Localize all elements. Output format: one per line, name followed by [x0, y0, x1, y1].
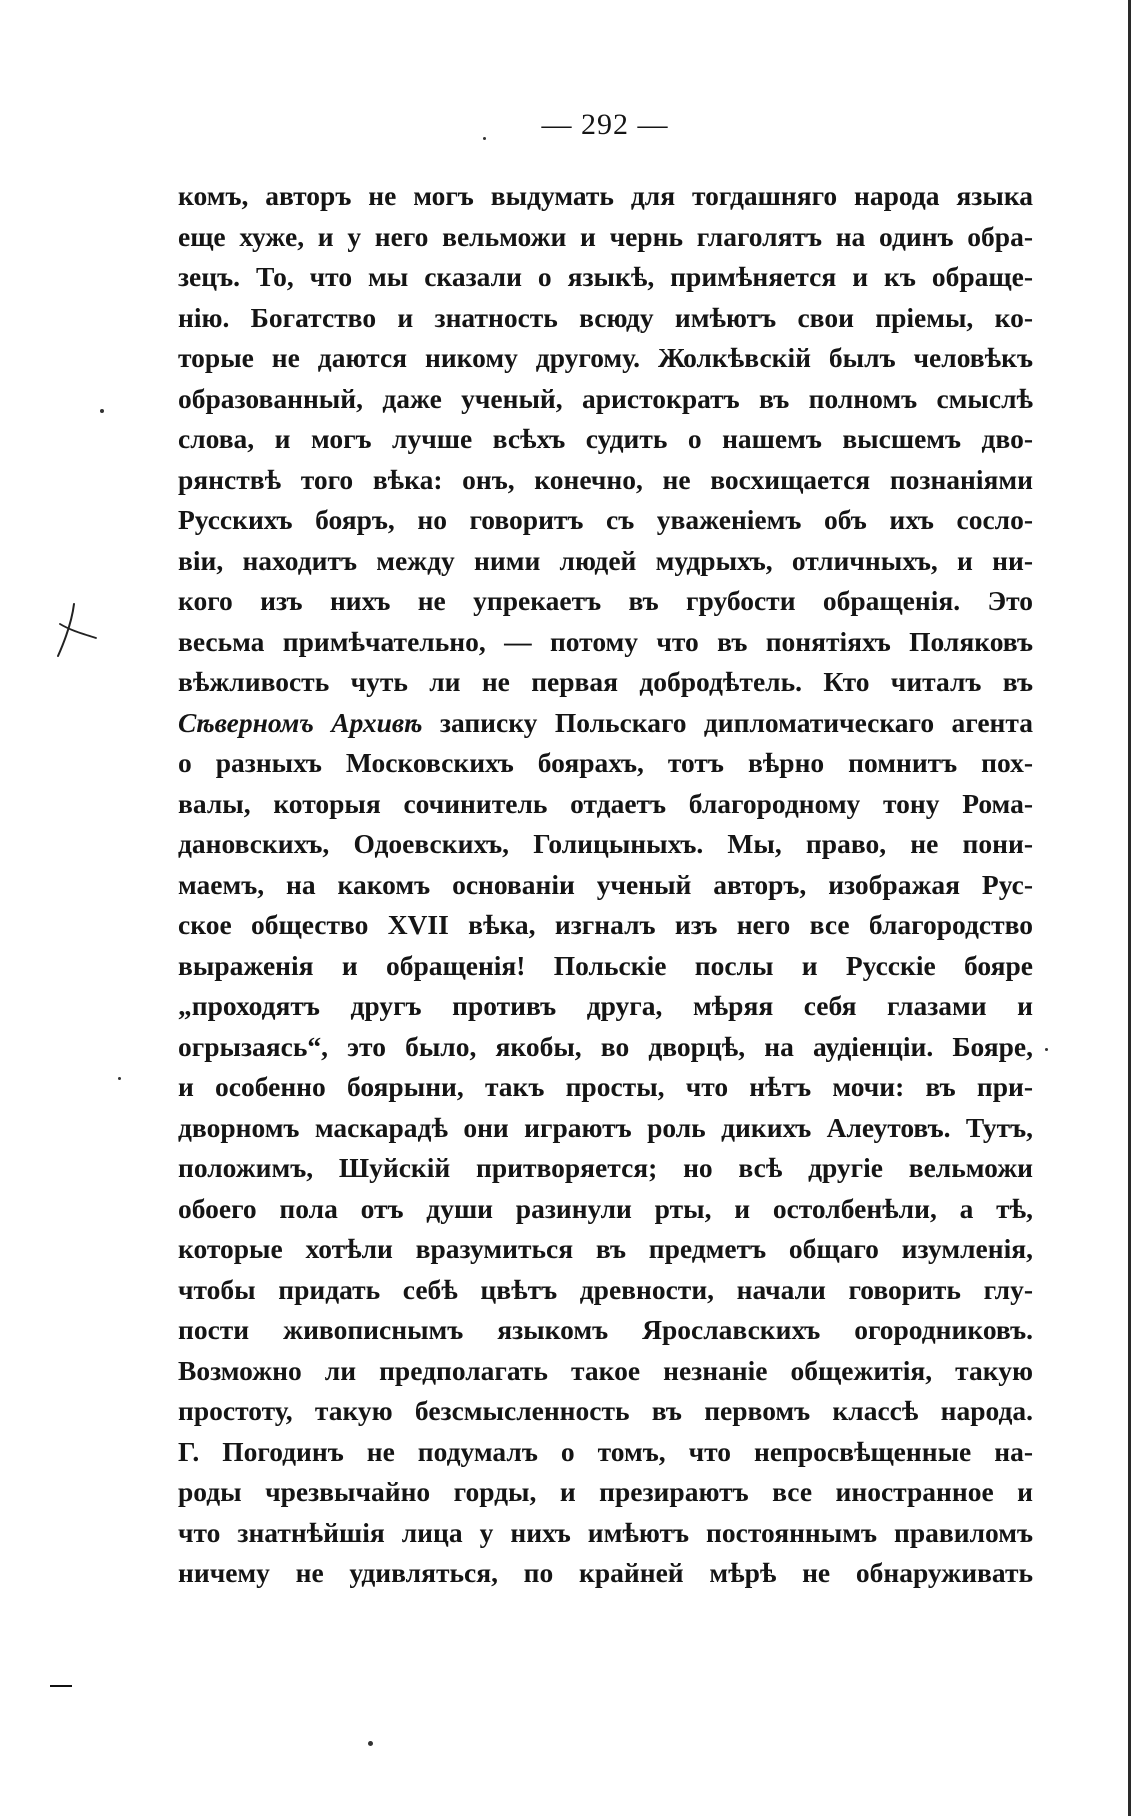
scan-speck [100, 409, 104, 413]
text-line-27: которые хотѣли вразумиться въ предметъ общаго изумленiя, [178, 1233, 1033, 1264]
text-line-14-rest: записку Польскаго дипломатическаго агента [439, 706, 1033, 738]
text-line-28: чтобы придать себѣ цвѣтъ древности, начали говорить глу- [178, 1273, 1033, 1305]
text-line-10: вiи, находитъ между ними людей мудрыхъ, отличныхъ, и ни- [178, 544, 1033, 576]
text-line-29: пости живописнымъ языкомъ Ярославскихъ огородниковъ. [178, 1314, 1033, 1345]
text-line-30: Возможно ли предполагать такое незнанiе общежитiя, такую [178, 1354, 1033, 1386]
text-line-32: Г. Погодинъ не подумалъ о томъ, что непросвѣщенные на- [178, 1435, 1033, 1467]
text-line-3: зецъ. То, что мы сказали о языкѣ, примѣняется и къ обраще- [178, 261, 1033, 292]
text-line-22: огрызаясь“, это было, якобы, во дворцѣ, на аудiенцiи. Бояре, [178, 1030, 1033, 1062]
text-line-13: вѣжливость чуть ли не первая добродѣтель. Кто читалъ въ [178, 666, 1033, 697]
text-line-15: о разныхъ Московскихъ боярахъ, тотъ вѣрно помнитъ пох- [178, 747, 1033, 778]
text-line-1: комъ, авторъ не могъ выдумать для тогдашняго народа языка [178, 180, 1033, 211]
text-line-4: нiю. Богатство и знатность всюду имѣютъ свои прiемы, ко- [178, 301, 1033, 333]
text-line-26: обоего пола отъ души разинули рты, и остолбенѣли, а тѣ, [178, 1192, 1033, 1224]
text-line-31: простоту, такую безсмысленность въ первомъ классѣ народа. [178, 1395, 1033, 1426]
text-line-23: и особенно боярыни, такъ просты, что нѣтъ мочи: въ при- [178, 1071, 1033, 1102]
text-line-18: маемъ, на какомъ основанiи ученый авторъ, изображая Рус- [178, 868, 1033, 900]
text-line-16: валы, которыя сочинитель отдаетъ благородному тону Рома- [178, 787, 1033, 819]
text-line-34: что знатнѣйшiя лица у нихъ имѣютъ постояннымъ правиломъ [178, 1516, 1033, 1548]
text-line-8: рянствѣ того вѣка: онъ, конечно, не восхищается познанiями [178, 463, 1033, 495]
text-line-20: выраженiя и обращенiя! Польскiе послы и Русскiе бояре [178, 949, 1033, 981]
page-number: — 292 — [541, 108, 669, 141]
scan-speck [118, 1077, 121, 1080]
text-line-17: дановскихъ, Одоевскихъ, Голицыныхъ. Мы, право, не пони- [178, 828, 1033, 859]
text-line-33: роды чрезвычайно горды, и презираютъ все иностранное и [178, 1476, 1033, 1507]
text-line-21: „проходятъ другъ противъ друга, мѣряя себя глазами и [178, 990, 1033, 1021]
cross-mark-icon [52, 600, 102, 660]
margin-dash [50, 1685, 72, 1687]
text-line-9: Русскихъ бояръ, но говоритъ съ уваженiемъ объ ихъ сосло- [178, 504, 1033, 535]
italic-title: Сѣверномъ Архивѣ [178, 706, 423, 738]
text-line-35: ничему не удивляться, по крайней мѣрѣ не обнаруживать [178, 1557, 1033, 1588]
text-line-14 [178, 703, 1033, 744]
text-line-11: кого изъ нихъ не упрекаетъ въ грубости обращенiя. Это [178, 585, 1033, 616]
scan-speck [483, 137, 486, 140]
text-line-6: образованный, даже ученый, аристократъ въ полномъ смыслѣ [178, 382, 1033, 414]
body-text [178, 176, 1033, 1594]
page-edge-line [1128, 0, 1131, 1816]
scan-speck [368, 1741, 373, 1746]
scan-speck [1045, 1048, 1048, 1051]
text-line-5: торые не даются никому другому. Жолкѣвскiй былъ человѣкъ [178, 342, 1033, 373]
text-line-7: слова, и могъ лучше всѣхъ судить о нашемъ высшемъ дво- [178, 423, 1033, 454]
text-line-12: весьма примѣчательно, — потому что въ понятiяхъ Поляковъ [178, 625, 1033, 657]
text-line-24: дворномъ маскарадѣ они играютъ роль дикихъ Алеутовъ. Тутъ, [178, 1111, 1033, 1143]
text-line-2: еще хуже, и у него вельможи и чернь глаголятъ на одинъ обра- [178, 220, 1033, 252]
text-line-19: ское общество XVII вѣка, изгналъ изъ него все благородство [178, 909, 1033, 940]
text-line-25: положимъ, Шуйскiй притворяется; но всѣ другiе вельможи [178, 1152, 1033, 1183]
